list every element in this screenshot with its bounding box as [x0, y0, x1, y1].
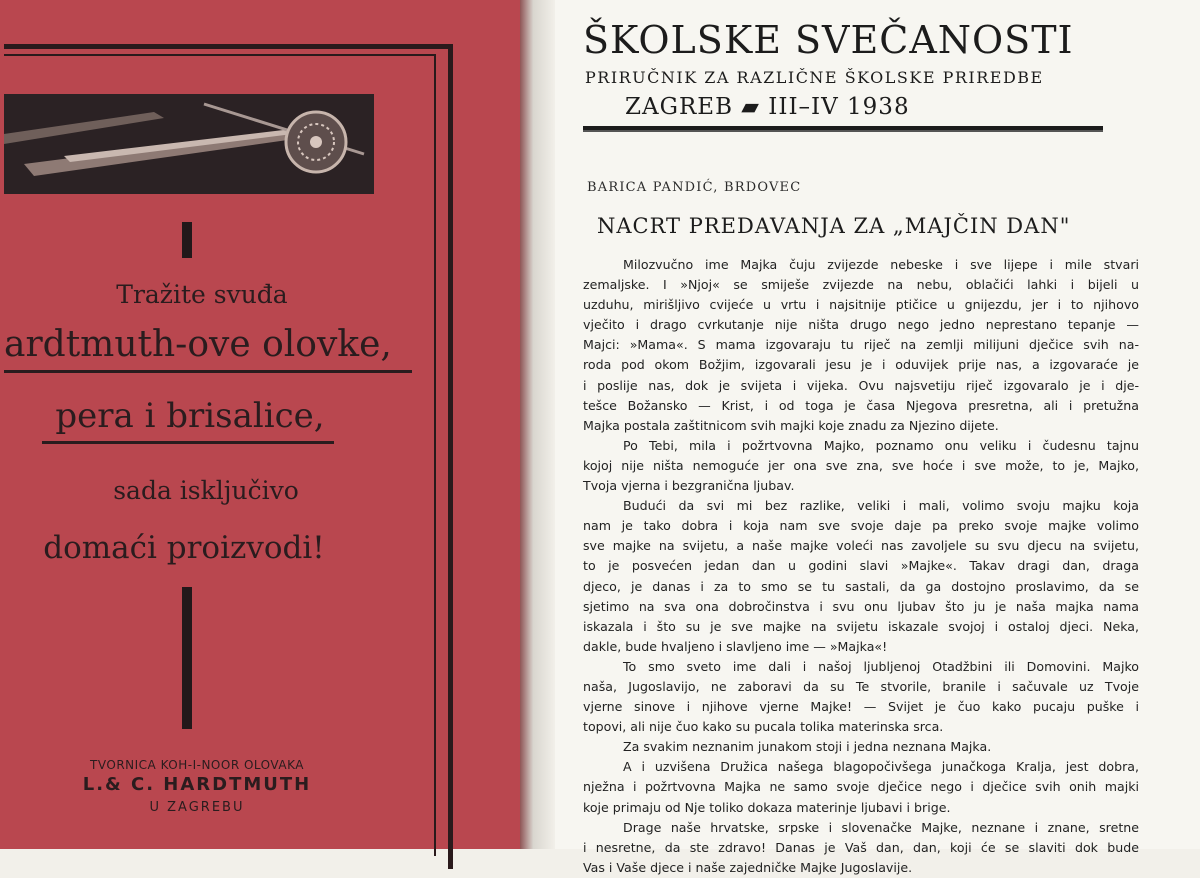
ad-line-4: sada isključivo	[113, 476, 299, 505]
ad-line-1: Tražite svuđa	[116, 280, 288, 309]
body-line: Vas i Vaše djece i naše zajedničke Majke Jugoslavije.	[583, 859, 913, 875]
body-line: koje primaju od Nje toliko dokaza materinje ljubavi i brige.	[583, 799, 951, 815]
body-line: A i uzvišena Družica našega blagopočivšega junačkoga Kralja, jest dobra,	[623, 759, 1139, 775]
body-line: Tvoja vjerna i bezgranična ljubav.	[583, 478, 795, 494]
body-line: i poslije nas, dok je svijeta i vijeka. Ovu najsvetiju riječ izgovaralo je i dje-	[583, 377, 1139, 393]
article-heading: NACRT PREDAVANJA ZA „MAJČIN DAN"	[597, 214, 1071, 238]
body-line: Za svakim neznanim junakom stoji i jedna neznana Majka.	[623, 739, 992, 755]
body-line: uzduhu, mirišljivo cvijeće u vrtu i najsitnije ptičice u gnijezdu, jer i to njihovo	[583, 297, 1139, 313]
ad-footer-line-1: TVORNICA KOH-I-NOOR OLOVAKA	[90, 758, 304, 772]
body-line: nam je tako dobra i koja nam sve svoje daje pa preko svoje majke volimo	[583, 518, 1139, 534]
body-line: djeco, je danas i za to smo se tu sastali, da ga dostojno proslavimo, da se	[583, 578, 1139, 594]
body-line: To smo sveto ime dali i našoj ljubljenoj Otadžbini ili Domovini. Majko	[623, 658, 1139, 674]
body-line: Po Tebi, mila i požrtvovna Majko, poznamo onu veliku i čudesnu tajnu	[623, 437, 1139, 453]
book-gutter	[520, 0, 558, 849]
body-line: Milozvučno ime Majka čuju zvijezde nebeske i sve lijepe i mile stvari	[623, 257, 1139, 272]
body-line: Majci: »Mama«. S mama izgovaraju tu riječ na zemlji milijuni dječice svih na-	[583, 337, 1139, 353]
ad-rule-2	[42, 441, 334, 444]
body-line: roda pod okom Božjim, izgovarali jesu je i oduvijek prije nas, a izgovaraće je	[583, 357, 1139, 373]
body-line: kojoj nije ništa nemoguće jer ona sve zna, sve hoće i sve može, to je, Majko,	[583, 457, 1139, 473]
magazine-header-rule	[583, 126, 1103, 132]
body-line: vječito i drago cvrkutanje nije ništa drugo nego jedno neprestano tepanje —	[583, 317, 1139, 333]
ad-footer-line-3: U ZAGREBU	[149, 800, 245, 815]
body-line: dakle, bude hvaljeno i slavljeno ime — »Majka«!	[583, 638, 888, 654]
ad-bar-top	[182, 222, 192, 258]
article-author: BARICA PANDIĆ, BRDOVEC	[587, 180, 802, 195]
ad-footer-line-2: L.& C. HARDTMUTH	[82, 774, 312, 795]
body-line: naša, Jugoslavijo, ne zaboravi da su Te stvorile, branile i sačuvale uz Tvoje	[583, 678, 1139, 694]
magazine-subtitle: PRIRUČNIK ZA RAZLIČNE ŠKOLSKE PRIREDBE	[585, 68, 1044, 87]
body-line: sve majke na svijetu, a naše majke voleći nas zavoljele su svu djecu na svijetu,	[583, 538, 1139, 554]
body-line: topovi, ali nije čuo kako su pucala tolika materinska srca.	[583, 719, 944, 735]
ad-line-2: ardtmuth-ove olovke,	[4, 324, 392, 365]
magazine-page	[555, 0, 1200, 875]
body-line: to je posvećen jedan dan u godini slavi »Majke«. Takav dragi dan, draga	[583, 558, 1139, 574]
body-line: sjetimo na sva ona dobročinstva i svu onu ljubav što ju je naša majka nama	[583, 598, 1139, 614]
ad-line-3: pera i brisalice,	[55, 396, 325, 436]
body-line: i nesretne, da ste zdravo! Danas je Vaš dan, dan, koji će se slaviti dok bude	[583, 839, 1139, 855]
ad-line-5: domaći proizvodi!	[43, 530, 325, 566]
magazine-title: ŠKOLSKE SVEČANOSTI	[583, 18, 1074, 62]
advertisement-page	[0, 0, 524, 849]
ad-bar-bottom	[182, 587, 192, 729]
body-line: Budući da svi mi bez razlike, veliki i mali, volimo svoju majku koja	[623, 498, 1139, 514]
body-line: zemaljske. I »Njoj« se smiješe zvijezde na nebu, oblačići lahki i bijeli u	[583, 277, 1139, 293]
body-line: vjerne sinove i njihove vjerne Majke! — Svijet je čuo kako pucaju puške i	[583, 699, 1139, 715]
body-line: Drage naše hrvatske, srpske i slovenačke Majke, neznane i znane, sretne	[623, 819, 1139, 835]
body-line: iskazala i što su je sve majke na svijetu iskazale svojoj i ostaloj djeci. Neka,	[583, 618, 1139, 634]
article-body	[583, 255, 1139, 878]
ad-rule-1	[4, 370, 412, 373]
body-line: tešce Božansko — Krist, i od toga je časa Njegova presretna, ali i pretužna	[583, 397, 1139, 413]
pencil-illustration	[4, 94, 374, 194]
magazine-issue: ZAGREB ▰ III–IV 1938	[625, 94, 910, 120]
body-line: Majka postala zaštitnicom svih majki koje znadu za Njezino dijete.	[583, 417, 999, 433]
body-line: nježna i požrtvovna Majka ne samo svoje dječice nego i dječice svih onih majki	[583, 779, 1139, 795]
